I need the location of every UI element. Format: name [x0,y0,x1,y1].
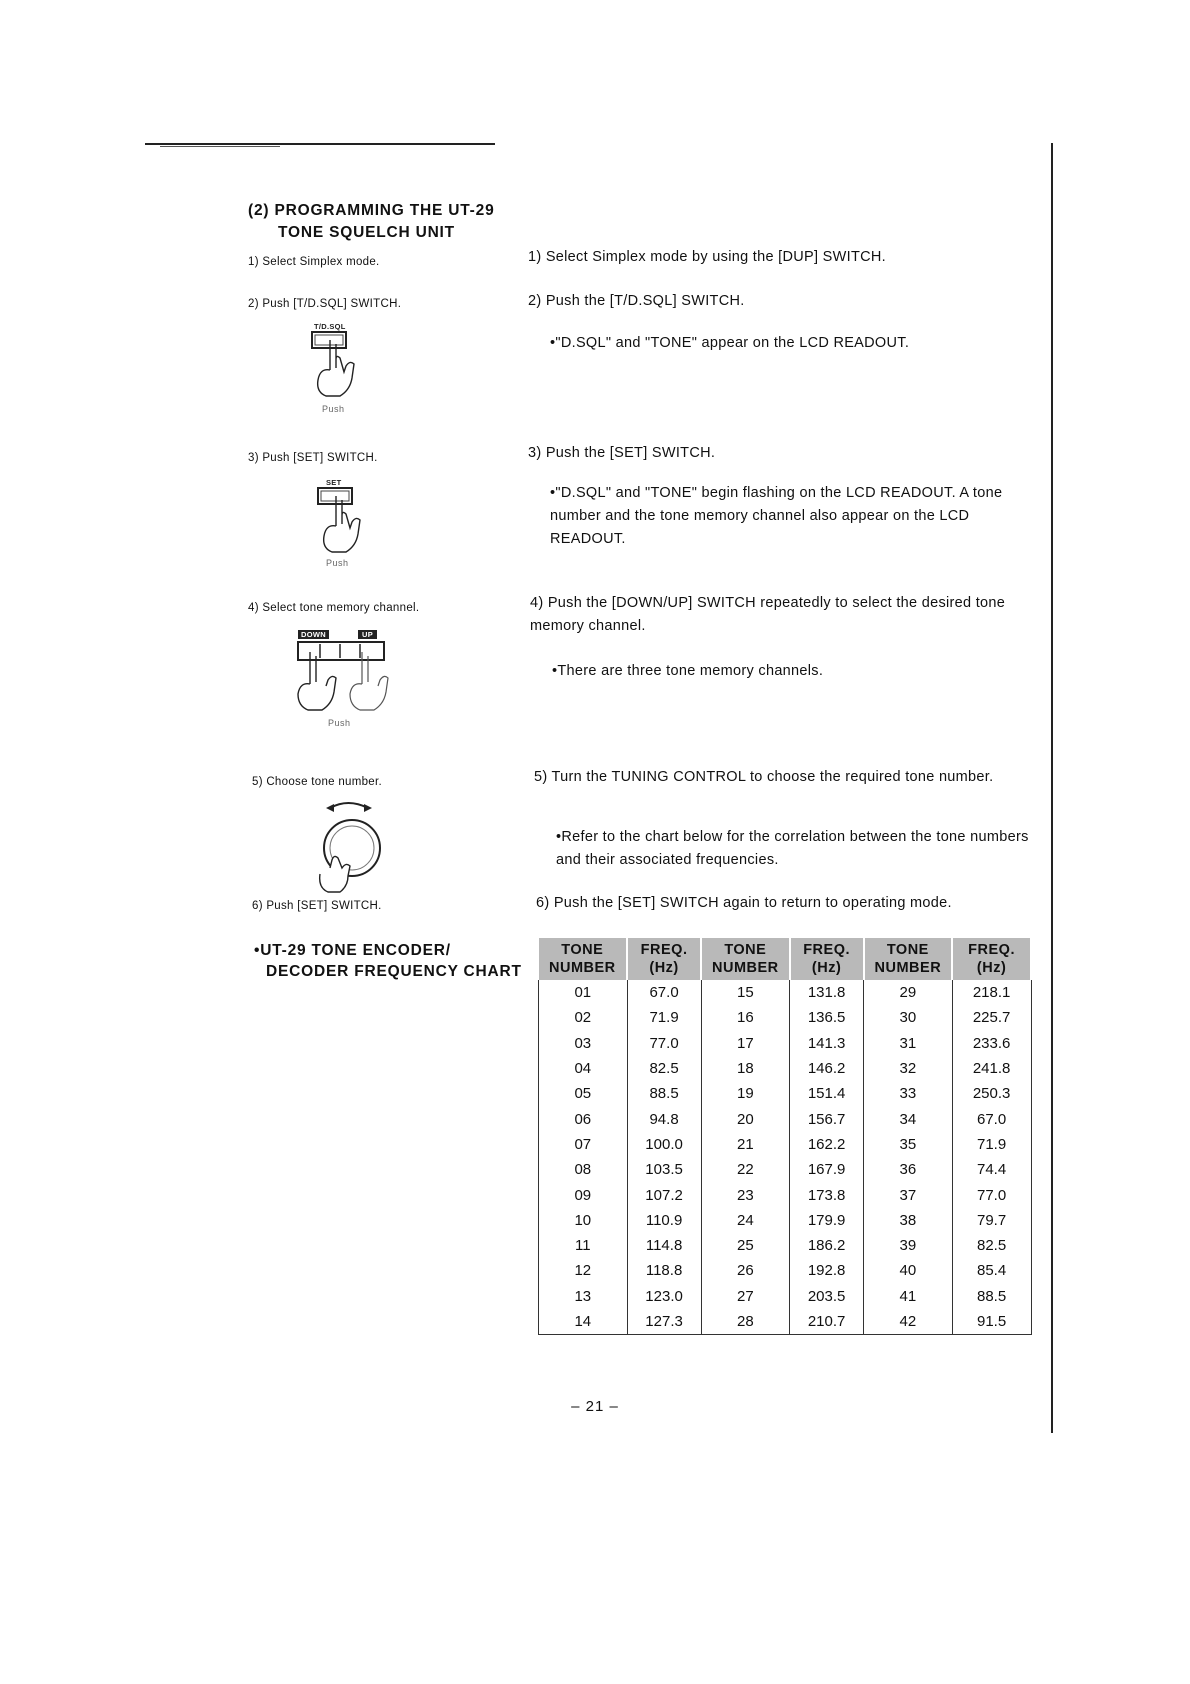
left-step-1: 1) Select Simplex mode. [248,256,380,268]
left-step-5: 5) Choose tone number. [252,776,382,788]
freq-cell: 141.3 [790,1031,864,1056]
down-label: DOWN [298,630,329,639]
tdsql-label: T/D.SQL [314,322,346,331]
tone-cell: 33 [864,1081,953,1106]
table-row [539,1106,1032,1131]
freq-cell: 241.8 [952,1056,1031,1081]
left-step-4: 4) Select tone memory channel. [248,602,420,614]
tone-cell: 25 [701,1233,790,1258]
tone-cell: 27 [701,1284,790,1309]
header-tone-number: TONE NUMBER [539,938,628,980]
freq-cell: 114.8 [627,1233,701,1258]
freq-cell: 179.9 [790,1208,864,1233]
tone-cell: 16 [701,1005,790,1030]
freq-cell: 67.0 [952,1106,1031,1131]
freq-cell: 203.5 [790,1284,864,1309]
header-tone-number: TONE NUMBER [701,938,790,980]
tone-cell: 17 [701,1031,790,1056]
left-step-6: 6) Push [SET] SWITCH. [252,900,382,912]
tone-cell: 22 [701,1157,790,1182]
freq-cell: 162.2 [790,1132,864,1157]
tone-cell: 30 [864,1005,953,1030]
tone-cell: 03 [539,1031,628,1056]
table-row [539,1284,1032,1309]
tone-cell: 24 [701,1208,790,1233]
table-row [539,1031,1032,1056]
tone-cell: 15 [701,980,790,1005]
freq-cell: 79.7 [952,1208,1031,1233]
right-step-3-note: • "D.SQL" and "TONE" begin flashing on the LCD READOUT. A tone number and the tone memory channel also appear on the LCD READOUT. [550,482,1030,551]
push-caption: Push [328,718,351,728]
tone-cell: 34 [864,1106,953,1131]
header-freq: FREQ. (Hz) [952,938,1031,980]
right-step-4-note: • There are three tone memory channels. [552,660,1032,683]
freq-cell: 82.5 [627,1056,701,1081]
set-push-illustration [316,478,376,573]
hand-pointer-icon [310,330,370,405]
tone-frequency-table [538,938,1032,1335]
header-freq: FREQ. (Hz) [790,938,864,980]
freq-cell: 118.8 [627,1258,701,1283]
right-step-3: 3) Push the [SET] SWITCH. [528,445,716,461]
tone-cell: 07 [539,1132,628,1157]
freq-cell: 131.8 [790,980,864,1005]
freq-cell: 107.2 [627,1182,701,1207]
right-step-2: 2) Push the [T/D.SQL] SWITCH. [528,293,745,309]
freq-cell: 233.6 [952,1031,1031,1056]
freq-cell: 77.0 [627,1031,701,1056]
right-step-6: 6) Push the [SET] SWITCH again to return to operating mode. [536,895,952,911]
tone-cell: 06 [539,1106,628,1131]
right-step-4: 4) Push the [DOWN/UP] SWITCH repeatedly to select the desired tone memory channel. [530,595,1006,634]
tone-cell: 42 [864,1309,953,1335]
two-hands-pointer-icon [296,640,406,720]
table-header-row [539,938,1032,980]
freq-cell: 71.9 [952,1132,1031,1157]
tuning-knob-icon [312,796,392,896]
section-heading [248,200,494,244]
table-row [539,1056,1032,1081]
freq-cell: 167.9 [790,1157,864,1182]
freq-cell: 74.4 [952,1157,1031,1182]
tone-cell: 31 [864,1031,953,1056]
tone-cell: 32 [864,1056,953,1081]
tone-cell: 35 [864,1132,953,1157]
table-row [539,1132,1032,1157]
table-row [539,1182,1032,1207]
freq-cell: 173.8 [790,1182,864,1207]
freq-cell: 67.0 [627,980,701,1005]
header-freq: FREQ. (Hz) [627,938,701,980]
hand-pointer-icon [316,486,376,561]
table-row [539,1258,1032,1283]
tone-cell: 12 [539,1258,628,1283]
tone-cell: 01 [539,980,628,1005]
tone-cell: 29 [864,980,953,1005]
table-row [539,1208,1032,1233]
freq-cell: 94.8 [627,1106,701,1131]
tone-cell: 19 [701,1081,790,1106]
freq-cell: 156.7 [790,1106,864,1131]
tone-cell: 13 [539,1284,628,1309]
table-row [539,1233,1032,1258]
freq-cell: 250.3 [952,1081,1031,1106]
tone-cell: 04 [539,1056,628,1081]
right-step-5-note: • Refer to the chart below for the correlation between the tone numbers and their associated frequencies. [556,826,1032,872]
table-row [539,1157,1032,1182]
freq-cell: 82.5 [952,1233,1031,1258]
right-step-1: 1) Select Simplex mode by using the [DUP] SWITCH. [528,249,886,265]
tone-cell: 37 [864,1182,953,1207]
page-number: – 21 – [571,1398,619,1415]
tone-cell: 41 [864,1284,953,1309]
table-row [539,1309,1032,1335]
freq-cell: 136.5 [790,1005,864,1030]
freq-cell: 77.0 [952,1182,1031,1207]
freq-cell: 225.7 [952,1005,1031,1030]
freq-cell: 151.4 [790,1081,864,1106]
freq-cell: 127.3 [627,1309,701,1335]
tone-cell: 26 [701,1258,790,1283]
freq-cell: 186.2 [790,1233,864,1258]
tone-cell: 23 [701,1182,790,1207]
left-step-2: 2) Push [T/D.SQL] SWITCH. [248,298,402,310]
freq-cell: 218.1 [952,980,1031,1005]
freq-cell: 210.7 [790,1309,864,1335]
tone-cell: 40 [864,1258,953,1283]
tone-cell: 39 [864,1233,953,1258]
down-up-push-illustration [296,630,406,730]
top-rule-accent [160,146,280,147]
tone-cell: 02 [539,1005,628,1030]
freq-cell: 123.0 [627,1284,701,1309]
tone-cell: 05 [539,1081,628,1106]
freq-cell: 88.5 [627,1081,701,1106]
up-label: UP [358,630,377,639]
tone-cell: 38 [864,1208,953,1233]
freq-cell: 103.5 [627,1157,701,1182]
header-tone-number: TONE NUMBER [864,938,953,980]
chart-title-line2: DECODER FREQUENCY CHART [266,963,522,980]
chart-title-line1: •UT-29 TONE ENCODER/ [254,942,451,959]
section-heading-line1: (2) PROGRAMMING THE UT-29 [248,202,495,219]
tone-cell: 10 [539,1208,628,1233]
right-margin-rule [1051,143,1053,1433]
set-label: SET [326,478,342,487]
table-row [539,980,1032,1005]
table-row [539,1081,1032,1106]
top-rule [145,143,495,145]
table-row [539,1005,1032,1030]
tone-cell: 28 [701,1309,790,1335]
freq-cell: 71.9 [627,1005,701,1030]
tone-cell: 21 [701,1132,790,1157]
tone-cell: 20 [701,1106,790,1131]
left-step-3: 3) Push [SET] SWITCH. [248,452,378,464]
freq-cell: 110.9 [627,1208,701,1233]
tone-cell: 18 [701,1056,790,1081]
freq-cell: 146.2 [790,1056,864,1081]
chart-title [254,940,522,982]
freq-cell: 85.4 [952,1258,1031,1283]
tone-cell: 11 [539,1233,628,1258]
tone-cell: 08 [539,1157,628,1182]
push-caption: Push [326,558,349,568]
tone-cell: 36 [864,1157,953,1182]
push-caption: Push [322,404,345,414]
tone-cell: 14 [539,1309,628,1335]
right-step-2-note: • "D.SQL" and "TONE" appear on the LCD READOUT. [550,332,1030,355]
freq-cell: 91.5 [952,1309,1031,1335]
freq-cell: 88.5 [952,1284,1031,1309]
tdsql-push-illustration [310,322,370,417]
freq-cell: 100.0 [627,1132,701,1157]
section-heading-line2: TONE SQUELCH UNIT [278,224,455,241]
freq-cell: 192.8 [790,1258,864,1283]
right-step-5: 5) Turn the TUNING CONTROL to choose the required tone number. [534,769,994,785]
tone-cell: 09 [539,1182,628,1207]
